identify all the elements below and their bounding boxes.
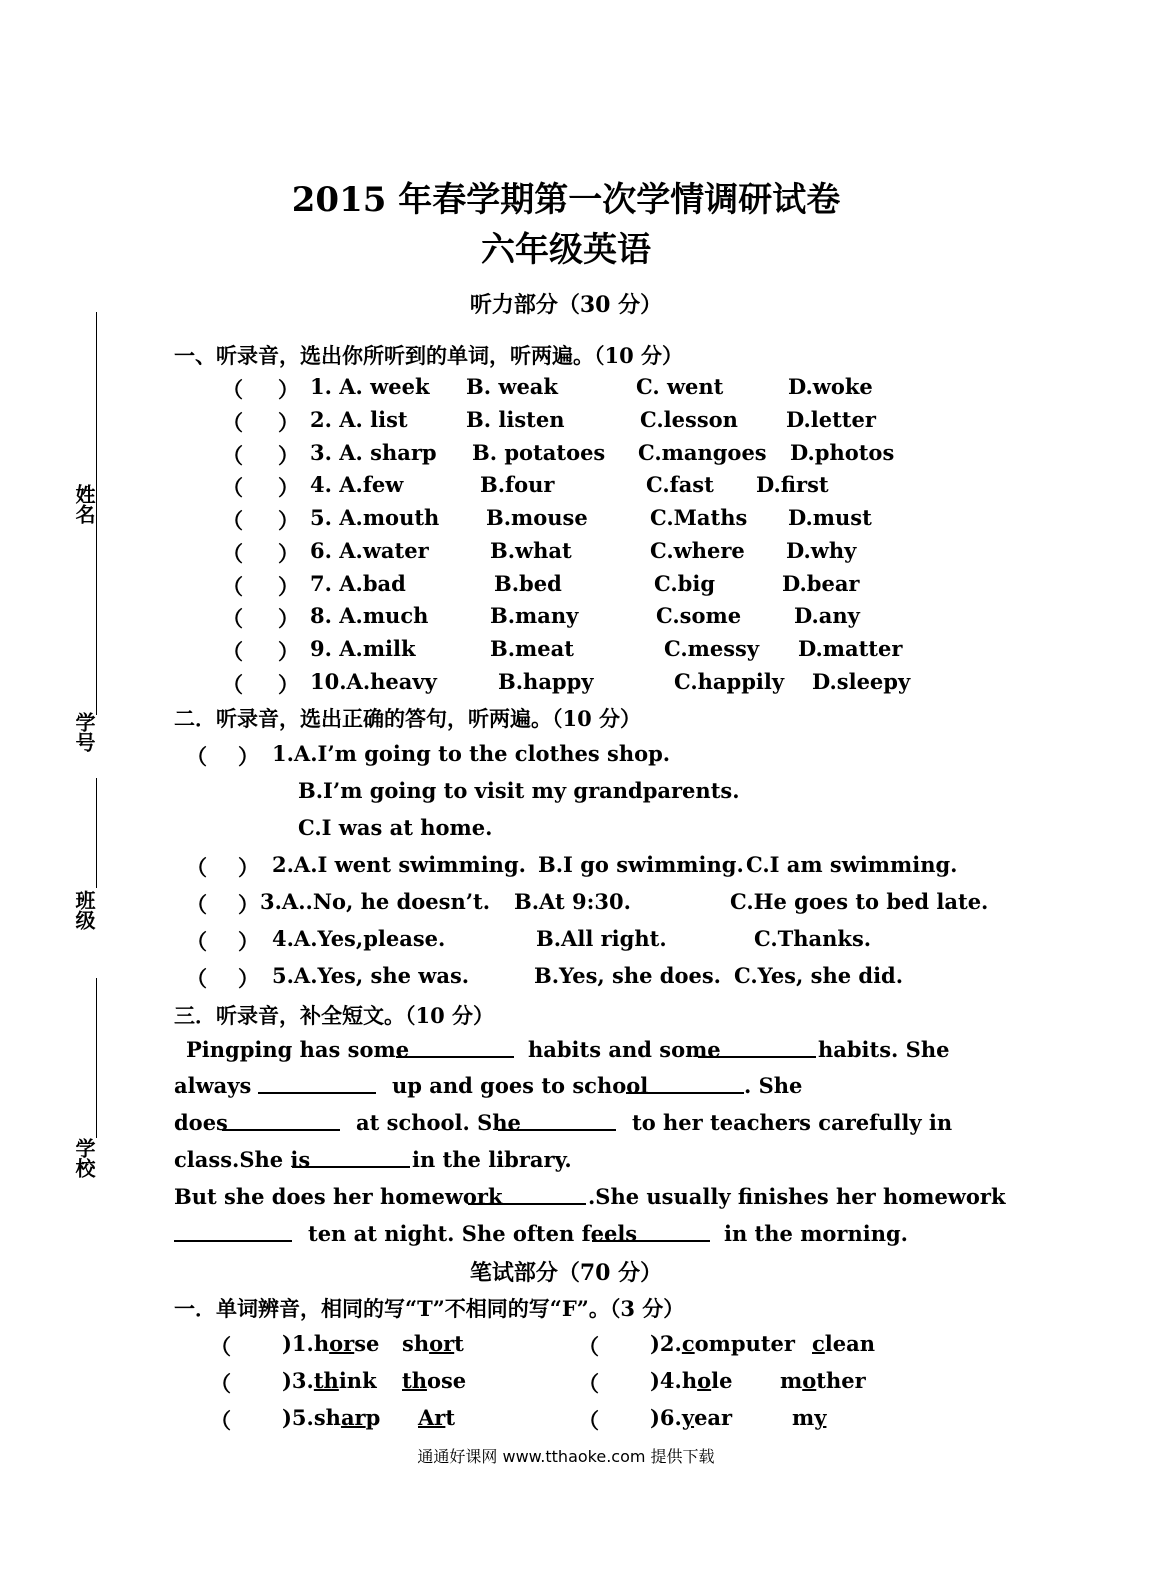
- answer-paren: ）: [278, 443, 299, 468]
- side-label-name: 姓名: [72, 484, 96, 524]
- p2-q2-c: C.I am swimming.: [746, 852, 958, 877]
- written1-heading: 一．单词辨音，相同的写“T”不相同的写“F”。（3 分）: [174, 1296, 685, 1321]
- p3-text: . She: [744, 1073, 803, 1098]
- p3-text: always: [174, 1073, 252, 1098]
- p2-q4-b: B.All right.: [536, 926, 667, 951]
- p3-text: in the library.: [412, 1147, 572, 1172]
- p2-q4-c: C.Thanks.: [754, 926, 872, 951]
- item-number: )6.: [650, 1405, 682, 1430]
- page-subtitle: 六年级英语: [481, 230, 651, 270]
- footer-credit: 通通好课网 www.tthaoke.com 提供下载: [417, 1447, 715, 1466]
- answer-paren: （: [578, 1334, 599, 1359]
- p3-text: But she does her homework: [174, 1184, 503, 1209]
- word-part: omputer: [694, 1331, 795, 1356]
- answer-paren: （: [186, 966, 207, 991]
- option-d: D.why: [786, 538, 857, 563]
- answer-paren: （: [210, 1408, 231, 1433]
- p3-text: to her teachers carefully in: [632, 1110, 953, 1135]
- answer-paren: ）: [278, 672, 299, 697]
- p2-q2-a: 2.A.I went swimming.: [272, 852, 526, 877]
- option-d: D.bear: [782, 571, 860, 596]
- word-part: lean: [824, 1331, 876, 1356]
- part2-heading: 二．听录音，选出正确的答句，听两遍。（10 分）: [174, 706, 642, 731]
- p3-text: Pingping has some: [186, 1037, 410, 1062]
- option-a: 7. A.bad: [310, 571, 406, 596]
- word-pair-second: [418, 1405, 455, 1430]
- word: [792, 1405, 826, 1430]
- answer-paren: （: [186, 892, 207, 917]
- written-header: 笔试部分（70 分）: [469, 1260, 663, 1286]
- option-a: 6. A.water: [310, 538, 429, 563]
- word-part: ink: [338, 1368, 377, 1393]
- underlined-sound: th: [402, 1368, 427, 1393]
- word-part: sh: [313, 1405, 341, 1430]
- answer-paren: （: [210, 1371, 231, 1396]
- p3-text: class.She is: [174, 1147, 311, 1172]
- word: [314, 1368, 377, 1393]
- page-title: 2015 年春学期第一次学情调研试卷: [291, 180, 841, 220]
- word-part: t: [445, 1405, 456, 1430]
- underlined-sound: y: [814, 1405, 827, 1430]
- p3-text: at school. She: [356, 1110, 521, 1135]
- word: [402, 1331, 464, 1356]
- word: [682, 1368, 733, 1393]
- word-part: ose: [426, 1368, 467, 1393]
- p2-q1-a: 1.A.I’m going to the clothes shop.: [272, 741, 671, 766]
- item-number: )2.: [650, 1331, 682, 1356]
- word-pair-item: [650, 1405, 732, 1430]
- word: [402, 1368, 466, 1393]
- option-d: D.must: [788, 505, 872, 530]
- fill-blank: [396, 1038, 514, 1058]
- answer-paren: ）: [278, 410, 299, 435]
- answer-paren: （: [222, 443, 243, 468]
- option-c: C.messy: [664, 636, 760, 661]
- word: [418, 1405, 455, 1430]
- option-c: C.lesson: [640, 407, 738, 432]
- fill-blank: [468, 1185, 586, 1205]
- p2-q5-b: B.Yes, she does.: [534, 963, 721, 988]
- underlined-sound: c: [812, 1331, 825, 1356]
- option-b: B.meat: [490, 636, 574, 661]
- part1-heading: 一、听录音，选出你所听到的单词，听两遍。（10 分）: [174, 343, 684, 368]
- listening-header: 听力部分（30 分）: [469, 292, 663, 318]
- word-part: ear: [694, 1405, 733, 1430]
- part3-heading: 三．听录音，补全短文。（10 分）: [174, 1003, 495, 1028]
- p3-text: habits. She: [818, 1037, 950, 1062]
- p2-q2-b: B.I go swimming.: [538, 852, 744, 877]
- word-part: t: [454, 1331, 464, 1356]
- word-pair-second: [402, 1331, 464, 1356]
- option-a: 9. A.milk: [310, 636, 416, 661]
- option-b: B.mouse: [486, 505, 588, 530]
- option-b: B.happy: [498, 669, 594, 694]
- option-c: C.Maths: [650, 505, 748, 530]
- word-part: se: [354, 1331, 380, 1356]
- fill-blank: [626, 1074, 744, 1094]
- answer-paren: ）: [238, 929, 259, 954]
- option-d: D.sleepy: [812, 669, 911, 694]
- word-part: h: [681, 1368, 698, 1393]
- fill-blank: [258, 1074, 376, 1094]
- answer-paren: ）: [278, 639, 299, 664]
- answer-paren: （: [578, 1408, 599, 1433]
- word: [780, 1368, 866, 1393]
- fill-blank: [698, 1038, 816, 1058]
- option-d: D.matter: [798, 636, 903, 661]
- answer-paren: （: [222, 541, 243, 566]
- answer-paren: （: [578, 1371, 599, 1396]
- item-number: )3.: [282, 1368, 314, 1393]
- option-b: B.what: [490, 538, 572, 563]
- fill-blank: [498, 1111, 616, 1131]
- answer-paren: ）: [278, 606, 299, 631]
- option-d: D.letter: [786, 407, 876, 432]
- p3-text: habits and some: [528, 1037, 721, 1062]
- word-pair-second: [780, 1368, 866, 1393]
- p3-text: ten at night. She often feels: [308, 1221, 638, 1246]
- side-label-class: 班级: [72, 890, 96, 930]
- option-c: C. went: [636, 374, 724, 399]
- option-c: C.where: [650, 538, 745, 563]
- option-a: 8. A.much: [310, 603, 429, 628]
- word-part: p: [365, 1405, 381, 1430]
- option-b: B.many: [490, 603, 579, 628]
- fill-blank: [592, 1222, 710, 1242]
- answer-paren: （: [186, 929, 207, 954]
- answer-paren: （: [222, 606, 243, 631]
- word-pair-item: [282, 1331, 379, 1356]
- binding-line: [96, 778, 97, 888]
- word-pair-item: [282, 1368, 377, 1393]
- answer-paren: （: [222, 410, 243, 435]
- option-d: D.woke: [788, 374, 873, 399]
- option-b: B. potatoes: [472, 440, 606, 465]
- word-pair-item: [650, 1368, 733, 1393]
- answer-paren: ）: [278, 508, 299, 533]
- binding-line: [96, 540, 97, 715]
- fill-blank: [222, 1111, 340, 1131]
- answer-paren: ）: [238, 892, 259, 917]
- word: [812, 1331, 875, 1356]
- underlined-sound: y: [681, 1405, 695, 1430]
- word-part: ther: [816, 1368, 866, 1393]
- option-b: B.four: [480, 472, 555, 497]
- word-part: le: [711, 1368, 733, 1393]
- answer-paren: ）: [278, 377, 299, 402]
- word-pair-second: [812, 1331, 875, 1356]
- answer-paren: （: [210, 1334, 231, 1359]
- underlined-sound: or: [329, 1331, 355, 1356]
- option-b: B. listen: [466, 407, 565, 432]
- answer-paren: ）: [278, 574, 299, 599]
- binding-line: [96, 978, 97, 1138]
- word-part: sh: [402, 1331, 430, 1356]
- answer-paren: ）: [238, 855, 259, 880]
- p2-q5-a: 5.A.Yes, she was.: [272, 963, 470, 988]
- option-d: D.any: [794, 603, 860, 628]
- option-c: C.big: [654, 571, 716, 596]
- underlined-sound: o: [697, 1368, 712, 1393]
- p3-text: in the morning.: [724, 1221, 908, 1246]
- answer-paren: （: [222, 574, 243, 599]
- fill-blank: [174, 1222, 292, 1242]
- word-part: h: [313, 1331, 330, 1356]
- option-c: C.mangoes: [638, 440, 767, 465]
- word-pair-second: [792, 1405, 826, 1430]
- answer-paren: （: [186, 855, 207, 880]
- underlined-sound: th: [313, 1368, 339, 1393]
- word-pair-item: [282, 1405, 380, 1430]
- option-d: D.photos: [790, 440, 895, 465]
- word: [314, 1405, 380, 1430]
- p3-text: up and goes to school: [392, 1073, 649, 1098]
- word-pair-second: [402, 1368, 466, 1393]
- word-part: m: [780, 1368, 803, 1393]
- answer-paren: ）: [278, 541, 299, 566]
- option-c: C.happily: [674, 669, 785, 694]
- answer-paren: （: [222, 475, 243, 500]
- word-pair-item: [650, 1331, 795, 1356]
- p2-q1-b: B.I’m going to visit my grandparents.: [298, 778, 740, 803]
- option-b: B.bed: [494, 571, 562, 596]
- word: [682, 1331, 795, 1356]
- item-number: )5.: [282, 1405, 314, 1430]
- underlined-sound: c: [681, 1331, 695, 1356]
- p2-q3-b: B.At 9:30.: [514, 889, 631, 914]
- fill-blank: [292, 1148, 410, 1168]
- p3-text: does: [174, 1110, 228, 1135]
- side-label-school: 学校: [72, 1138, 96, 1178]
- answer-paren: （: [222, 377, 243, 402]
- answer-paren: （: [222, 672, 243, 697]
- p3-text: .She usually finishes her homework: [588, 1184, 1006, 1209]
- word-part: m: [792, 1405, 815, 1430]
- option-c: C.some: [656, 603, 742, 628]
- option-a: 5. A.mouth: [310, 505, 440, 530]
- answer-paren: ）: [238, 966, 259, 991]
- option-c: C.fast: [646, 472, 714, 497]
- item-number: )4.: [650, 1368, 682, 1393]
- p2-q5-c: C.Yes, she did.: [734, 963, 904, 988]
- option-a: 10.A.heavy: [310, 669, 437, 694]
- p2-q3-a: 3.A..No, he doesn’t.: [260, 889, 491, 914]
- option-a: 4. A.few: [310, 472, 404, 497]
- item-number: )1.: [282, 1331, 314, 1356]
- option-b: B. weak: [466, 374, 558, 399]
- word: [682, 1405, 732, 1430]
- side-label-id: 学号: [72, 712, 96, 752]
- underlined-sound: ar: [340, 1405, 366, 1430]
- answer-paren: （: [186, 744, 207, 769]
- option-a: 1. A. week: [310, 374, 430, 399]
- answer-paren: （: [222, 508, 243, 533]
- answer-paren: （: [222, 639, 243, 664]
- answer-paren: ）: [238, 744, 259, 769]
- answer-paren: ）: [278, 475, 299, 500]
- option-a: 3. A. sharp: [310, 440, 437, 465]
- option-d: D.first: [756, 472, 829, 497]
- underlined-sound: o: [802, 1368, 817, 1393]
- p2-q3-c: C.He goes to bed late.: [730, 889, 989, 914]
- word: [314, 1331, 380, 1356]
- underlined-sound: Ar: [418, 1405, 446, 1430]
- p2-q1-c: C.I was at home.: [298, 815, 493, 840]
- underlined-sound: or: [429, 1331, 455, 1356]
- p2-q4-a: 4.A.Yes,please.: [272, 926, 446, 951]
- option-a: 2. A. list: [310, 407, 408, 432]
